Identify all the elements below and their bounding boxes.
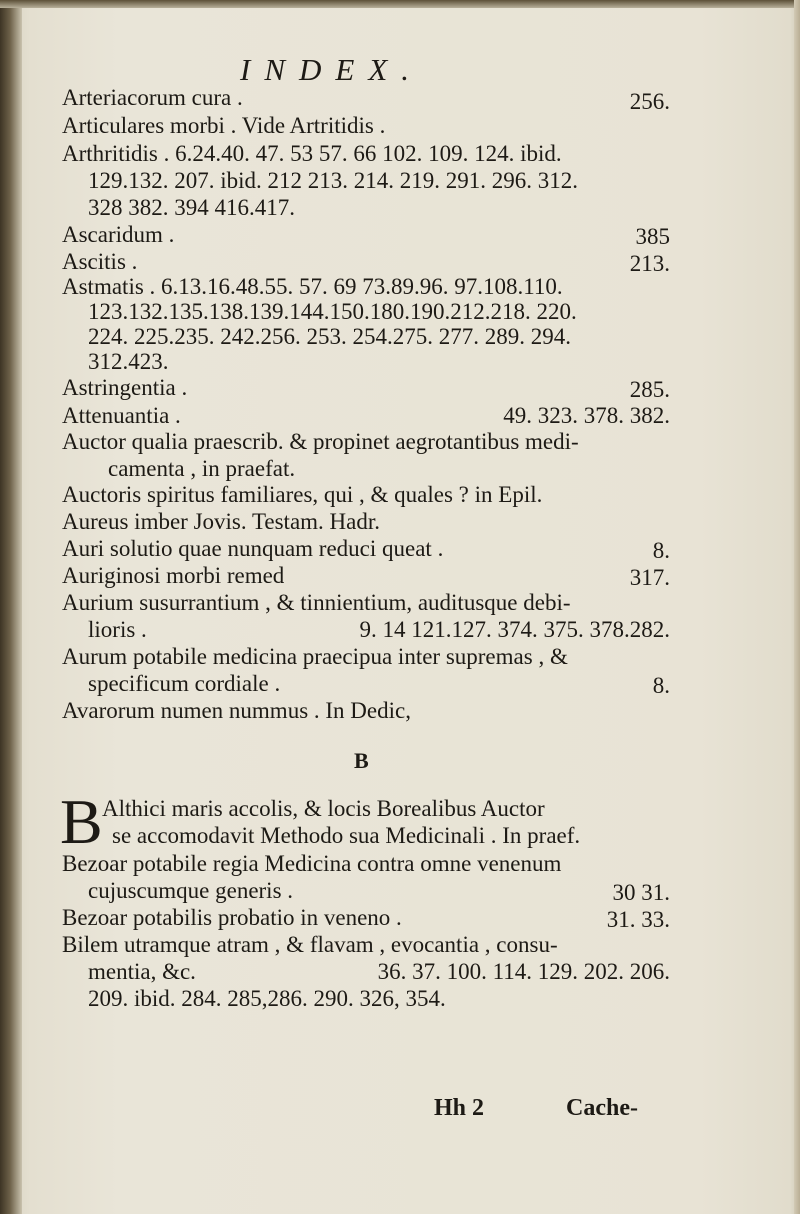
index-entry: Althici maris accolis, & locis Borealibus Auctor — [102, 796, 545, 821]
index-entry: Ascitis . — [62, 249, 138, 274]
index-entry: Astringentia . — [62, 375, 188, 400]
signature-mark: Hh 2 — [434, 1095, 485, 1121]
index-entry-continuation: 129.132. 207. ibid. 212 213. 214. 219. 291. 296. 312. — [88, 168, 579, 193]
index-entry-continuation: camenta , in praefat. — [108, 456, 296, 481]
index-entry: Ascaridum . — [62, 222, 175, 247]
index-entry: Aureus imber Jovis. Testam. Hadr. — [62, 509, 381, 534]
catchword: Cache- — [566, 1095, 638, 1121]
index-entry: Auri solutio quae nunquam reduci queat . — [62, 536, 444, 561]
index-entry-continuation: 224. 225.235. 242.256. 253. 254.275. 277. 289. 294. — [88, 324, 571, 349]
book-spine — [0, 0, 22, 1214]
index-entry: Avarorum numen nummus . In Dedic, — [62, 698, 411, 723]
page-top-edge — [0, 0, 800, 8]
index-entry: Aurum potabile medicina praecipua inter supremas , & — [62, 644, 568, 669]
index-entry: Auriginosi morbi remed — [62, 563, 285, 588]
index-entry-continuation: se accomodavit Methodo sua Medicinali . In praef. — [112, 823, 581, 848]
index-page-ref: 36. 37. 100. 114. 129. 202. 206. — [377, 959, 670, 984]
index-entry-continuation: 209. ibid. 284. 285,286. 290. 326, 354. — [88, 986, 446, 1011]
index-entry: Bezoar potabilis probatio in veneno . — [62, 905, 402, 930]
drop-cap: B — [60, 786, 103, 857]
index-entry-continuation: 328 382. 394 416.417. — [88, 195, 295, 220]
index-entry: Attenuantia . — [62, 403, 181, 428]
index-entry-continuation: 312.423. — [88, 349, 169, 374]
index-page-ref: 49. 323. 378. 382. — [503, 403, 670, 428]
page-right-edge — [794, 0, 800, 1214]
index-entry: Astmatis . 6.13.16.48.55. 57. 69 73.89.96. 97.108.110. — [62, 274, 563, 299]
page-header: INDEX. — [240, 52, 424, 87]
index-entry: Arteriacorum cura . — [62, 85, 243, 110]
index-entry: Bezoar potabile regia Medicina contra omne venenum — [62, 851, 562, 876]
index-entry-continuation: 123.132.135.138.139.144.150.180.190.212.218. 220. — [88, 299, 577, 324]
index-entry-continuation: mentia, &c. — [88, 959, 196, 984]
index-page-ref: 30 31. — [612, 880, 670, 905]
index-entry: Arthritidis . 6.24.40. 47. 53 57. 66 102. 109. 124. ibid. — [62, 141, 562, 166]
index-entry-continuation: lioris . — [88, 617, 147, 642]
index-page-ref: 31. 33. — [606, 907, 670, 932]
index-page-ref: 256. — [629, 89, 670, 114]
index-page-ref: 213. — [629, 251, 670, 276]
index-entry-continuation: cujuscumque generis . — [88, 878, 294, 903]
index-page-ref: 285. — [629, 377, 670, 402]
index-entry: Articulares morbi . Vide Artritidis . — [62, 113, 386, 138]
index-entry: Auctor qualia praescrib. & propinet aegrotantibus medi- — [62, 429, 579, 454]
index-page-ref: 9. 14 121.127. 374. 375. 378.282. — [359, 617, 670, 642]
index-entry: Aurium susurrantium , & tinnientium, auditusque debi- — [62, 590, 571, 615]
section-letter: B — [354, 748, 369, 773]
index-entry: Bilem utramque atram , & flavam , evocantia , consu- — [62, 932, 558, 957]
index-page-ref: 8. — [652, 538, 670, 563]
index-page-ref: 385 — [635, 224, 670, 249]
index-entry: Auctoris spiritus familiares, qui , & quales ? in Epil. — [62, 482, 543, 507]
index-entry-continuation: specificum cordiale . — [88, 671, 281, 696]
index-page-ref: 8. — [652, 673, 670, 698]
index-page-ref: 317. — [629, 565, 670, 590]
